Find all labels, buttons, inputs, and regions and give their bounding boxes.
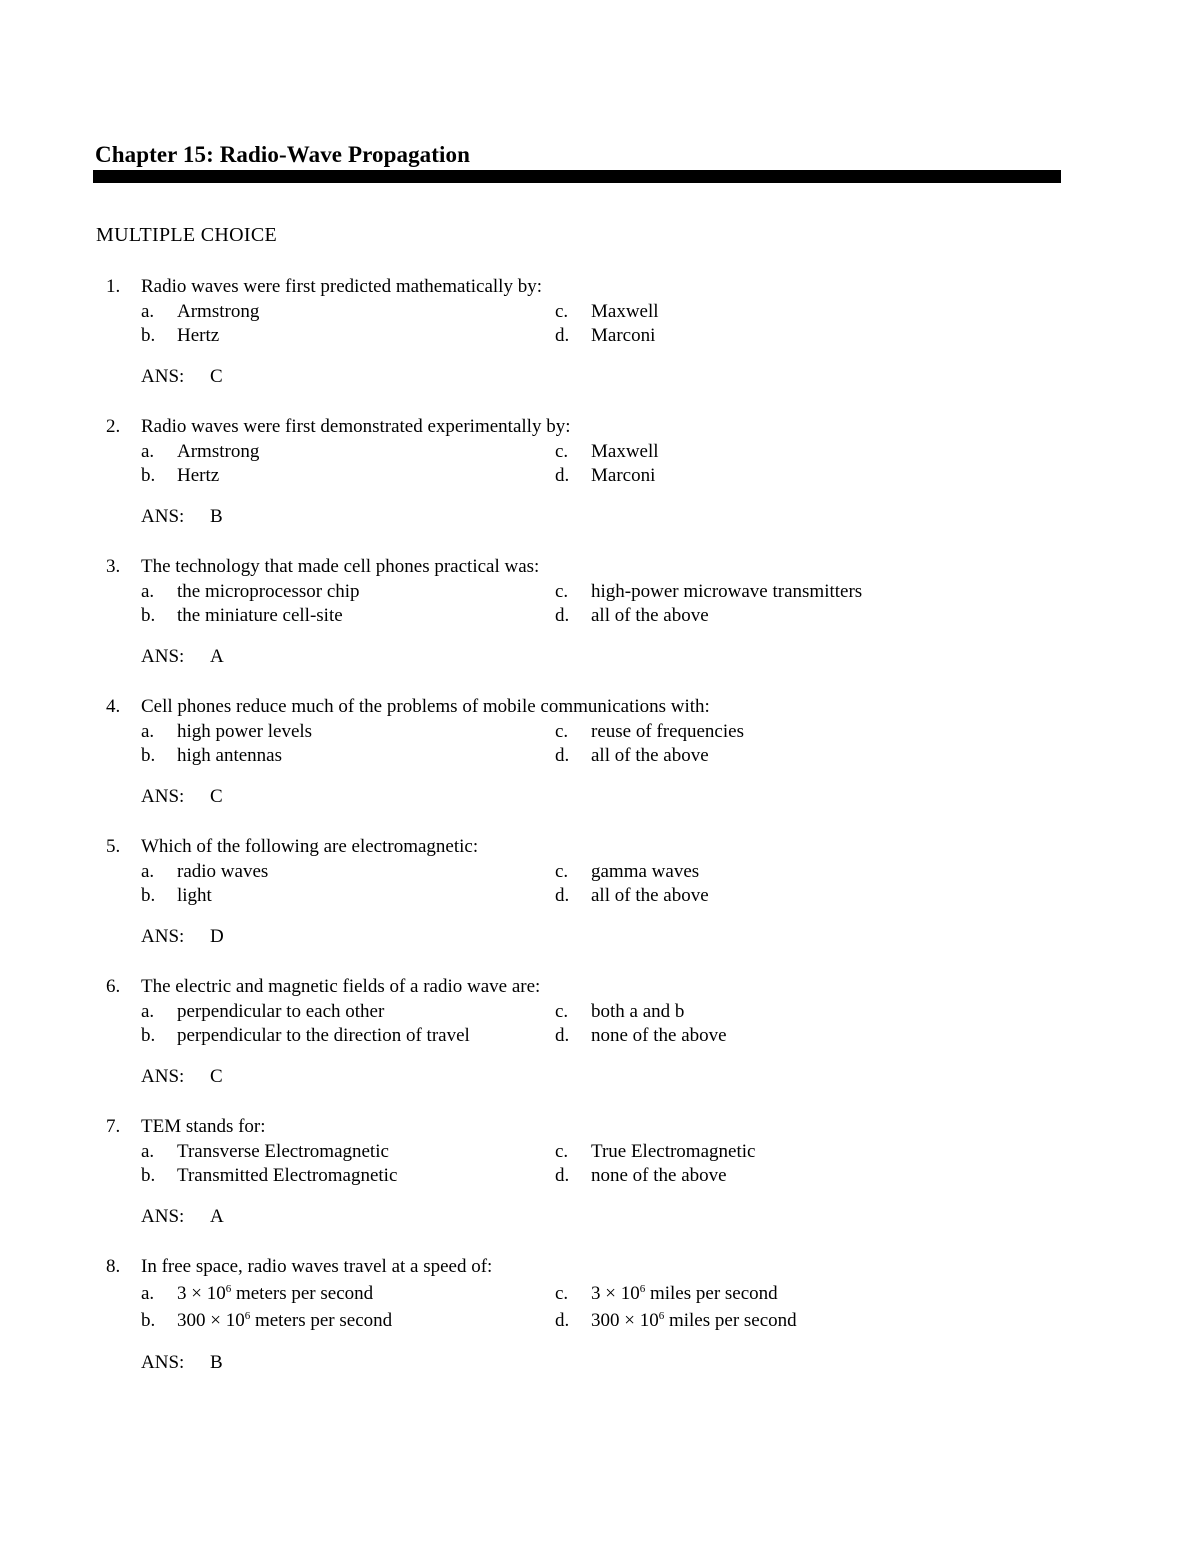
option-text: none of the above bbox=[591, 1025, 727, 1046]
option-letter: c. bbox=[555, 1001, 569, 1022]
option-text: the miniature cell-site bbox=[177, 605, 343, 626]
question-item bbox=[0, 556, 1200, 686]
option-letter: d. bbox=[555, 1025, 570, 1046]
question-number: 1. bbox=[106, 276, 121, 297]
answer-label: ANS: bbox=[141, 1206, 185, 1227]
question-number: 2. bbox=[106, 416, 121, 437]
question-item bbox=[0, 836, 1200, 966]
option-letter: a. bbox=[141, 1283, 155, 1304]
question-number: 6. bbox=[106, 976, 121, 997]
option-text: the microprocessor chip bbox=[177, 581, 360, 602]
option-text: high power levels bbox=[177, 721, 313, 742]
option-letter: a. bbox=[141, 581, 155, 602]
option-letter: b. bbox=[141, 325, 156, 346]
answer-label: ANS: bbox=[141, 366, 185, 387]
option-text: both a and b bbox=[591, 1001, 685, 1022]
answer-value: D bbox=[210, 926, 224, 947]
option-text: gamma waves bbox=[591, 861, 700, 882]
question-number: 3. bbox=[106, 556, 121, 577]
option-letter: c. bbox=[555, 441, 569, 462]
answer-label: ANS: bbox=[141, 1066, 185, 1087]
option-text: all of the above bbox=[591, 885, 709, 906]
answer-label: ANS: bbox=[141, 646, 185, 667]
option-letter: a. bbox=[141, 1001, 155, 1022]
speed-exponent: 6 bbox=[225, 1283, 232, 1295]
option-text: radio waves bbox=[177, 861, 269, 882]
answer-value: C bbox=[210, 366, 223, 387]
option-text: high-power microwave transmitters bbox=[591, 581, 863, 602]
question-item bbox=[0, 1116, 1200, 1246]
question-text: Radio waves were first predicted mathematically by: bbox=[141, 276, 542, 297]
option-text: Transverse Electromagnetic bbox=[177, 1141, 389, 1162]
question-text: Cell phones reduce much of the problems of mobile communications with: bbox=[141, 696, 710, 717]
option-text: Armstrong bbox=[177, 301, 260, 322]
option-letter: a. bbox=[141, 861, 155, 882]
option-text bbox=[177, 1310, 392, 1332]
title-divider bbox=[93, 170, 1061, 183]
option-text: Maxwell bbox=[591, 441, 659, 462]
question-text: Which of the following are electromagnetic: bbox=[141, 836, 479, 857]
speed-unit: miles per second bbox=[664, 1310, 797, 1331]
option-letter: b. bbox=[141, 1310, 156, 1331]
question-text: In free space, radio waves travel at a speed of: bbox=[141, 1256, 493, 1277]
option-text: perpendicular to the direction of travel bbox=[177, 1025, 470, 1046]
option-letter: b. bbox=[141, 605, 156, 626]
option-text bbox=[177, 1283, 373, 1305]
option-letter: a. bbox=[141, 1141, 155, 1162]
chapter-title: Chapter 15: Radio-Wave Propagation bbox=[95, 142, 471, 167]
question-text: The technology that made cell phones practical was: bbox=[141, 556, 540, 577]
speed-exponent: 6 bbox=[244, 1310, 251, 1322]
speed-base: 300 × 10 bbox=[177, 1310, 245, 1331]
question-item bbox=[0, 416, 1200, 546]
option-text: reuse of frequencies bbox=[591, 721, 744, 742]
option-text: light bbox=[177, 885, 212, 906]
option-text: Marconi bbox=[591, 465, 656, 486]
option-text: perpendicular to each other bbox=[177, 1001, 385, 1022]
speed-base: 300 × 10 bbox=[591, 1310, 659, 1331]
answer-value: A bbox=[210, 646, 224, 667]
option-text: none of the above bbox=[591, 1165, 727, 1186]
option-letter: d. bbox=[555, 605, 570, 626]
option-letter: b. bbox=[141, 1165, 156, 1186]
speed-base: 3 × 10 bbox=[591, 1283, 640, 1304]
question-number: 8. bbox=[106, 1256, 121, 1277]
question-text: TEM stands for: bbox=[141, 1116, 266, 1137]
option-text: Hertz bbox=[177, 325, 220, 346]
option-text: high antennas bbox=[177, 745, 283, 766]
option-letter: c. bbox=[555, 1141, 569, 1162]
option-text bbox=[591, 1310, 797, 1332]
option-text bbox=[591, 1283, 778, 1305]
question-text: The electric and magnetic fields of a radio wave are: bbox=[141, 976, 541, 997]
option-text: True Electromagnetic bbox=[591, 1141, 756, 1162]
option-letter: b. bbox=[141, 1025, 156, 1046]
option-letter: c. bbox=[555, 861, 569, 882]
answer-value: B bbox=[210, 506, 223, 527]
section-title: MULTIPLE CHOICE bbox=[96, 224, 277, 246]
question-item bbox=[0, 976, 1200, 1106]
option-letter: b. bbox=[141, 465, 156, 486]
speed-unit: meters per second bbox=[231, 1283, 374, 1304]
option-text: Armstrong bbox=[177, 441, 260, 462]
option-letter: c. bbox=[555, 1283, 569, 1304]
speed-unit: meters per second bbox=[250, 1310, 393, 1331]
option-letter: d. bbox=[555, 1165, 570, 1186]
speed-base: 3 × 10 bbox=[177, 1283, 226, 1304]
option-letter: b. bbox=[141, 745, 156, 766]
answer-value: C bbox=[210, 786, 223, 807]
answer-value: A bbox=[210, 1206, 224, 1227]
option-letter: c. bbox=[555, 721, 569, 742]
option-text: Maxwell bbox=[591, 301, 659, 322]
question-number: 4. bbox=[106, 696, 121, 717]
option-letter: c. bbox=[555, 581, 569, 602]
answer-label: ANS: bbox=[141, 926, 185, 947]
option-letter: c. bbox=[555, 301, 569, 322]
question-number: 5. bbox=[106, 836, 121, 857]
option-letter: a. bbox=[141, 441, 155, 462]
option-text: Hertz bbox=[177, 465, 220, 486]
option-letter: a. bbox=[141, 721, 155, 742]
answer-value: C bbox=[210, 1066, 223, 1087]
answer-value: B bbox=[210, 1352, 223, 1373]
question-number: 7. bbox=[106, 1116, 121, 1137]
option-letter: d. bbox=[555, 745, 570, 766]
question-item bbox=[0, 276, 1200, 406]
option-text: all of the above bbox=[591, 745, 709, 766]
speed-unit: miles per second bbox=[645, 1283, 778, 1304]
option-letter: d. bbox=[555, 465, 570, 486]
option-letter: d. bbox=[555, 1310, 570, 1331]
speed-exponent: 6 bbox=[639, 1283, 646, 1295]
speed-exponent: 6 bbox=[658, 1310, 665, 1322]
option-letter: b. bbox=[141, 885, 156, 906]
option-letter: d. bbox=[555, 885, 570, 906]
question-text: Radio waves were first demonstrated experimentally by: bbox=[141, 416, 571, 437]
option-letter: a. bbox=[141, 301, 155, 322]
answer-label: ANS: bbox=[141, 506, 185, 527]
answer-label: ANS: bbox=[141, 1352, 185, 1373]
option-text: Marconi bbox=[591, 325, 656, 346]
answer-label: ANS: bbox=[141, 786, 185, 807]
option-text: Transmitted Electromagnetic bbox=[177, 1165, 398, 1186]
question-item bbox=[0, 696, 1200, 826]
option-letter: d. bbox=[555, 325, 570, 346]
option-text: all of the above bbox=[591, 605, 709, 626]
question-item bbox=[0, 1256, 1200, 1386]
